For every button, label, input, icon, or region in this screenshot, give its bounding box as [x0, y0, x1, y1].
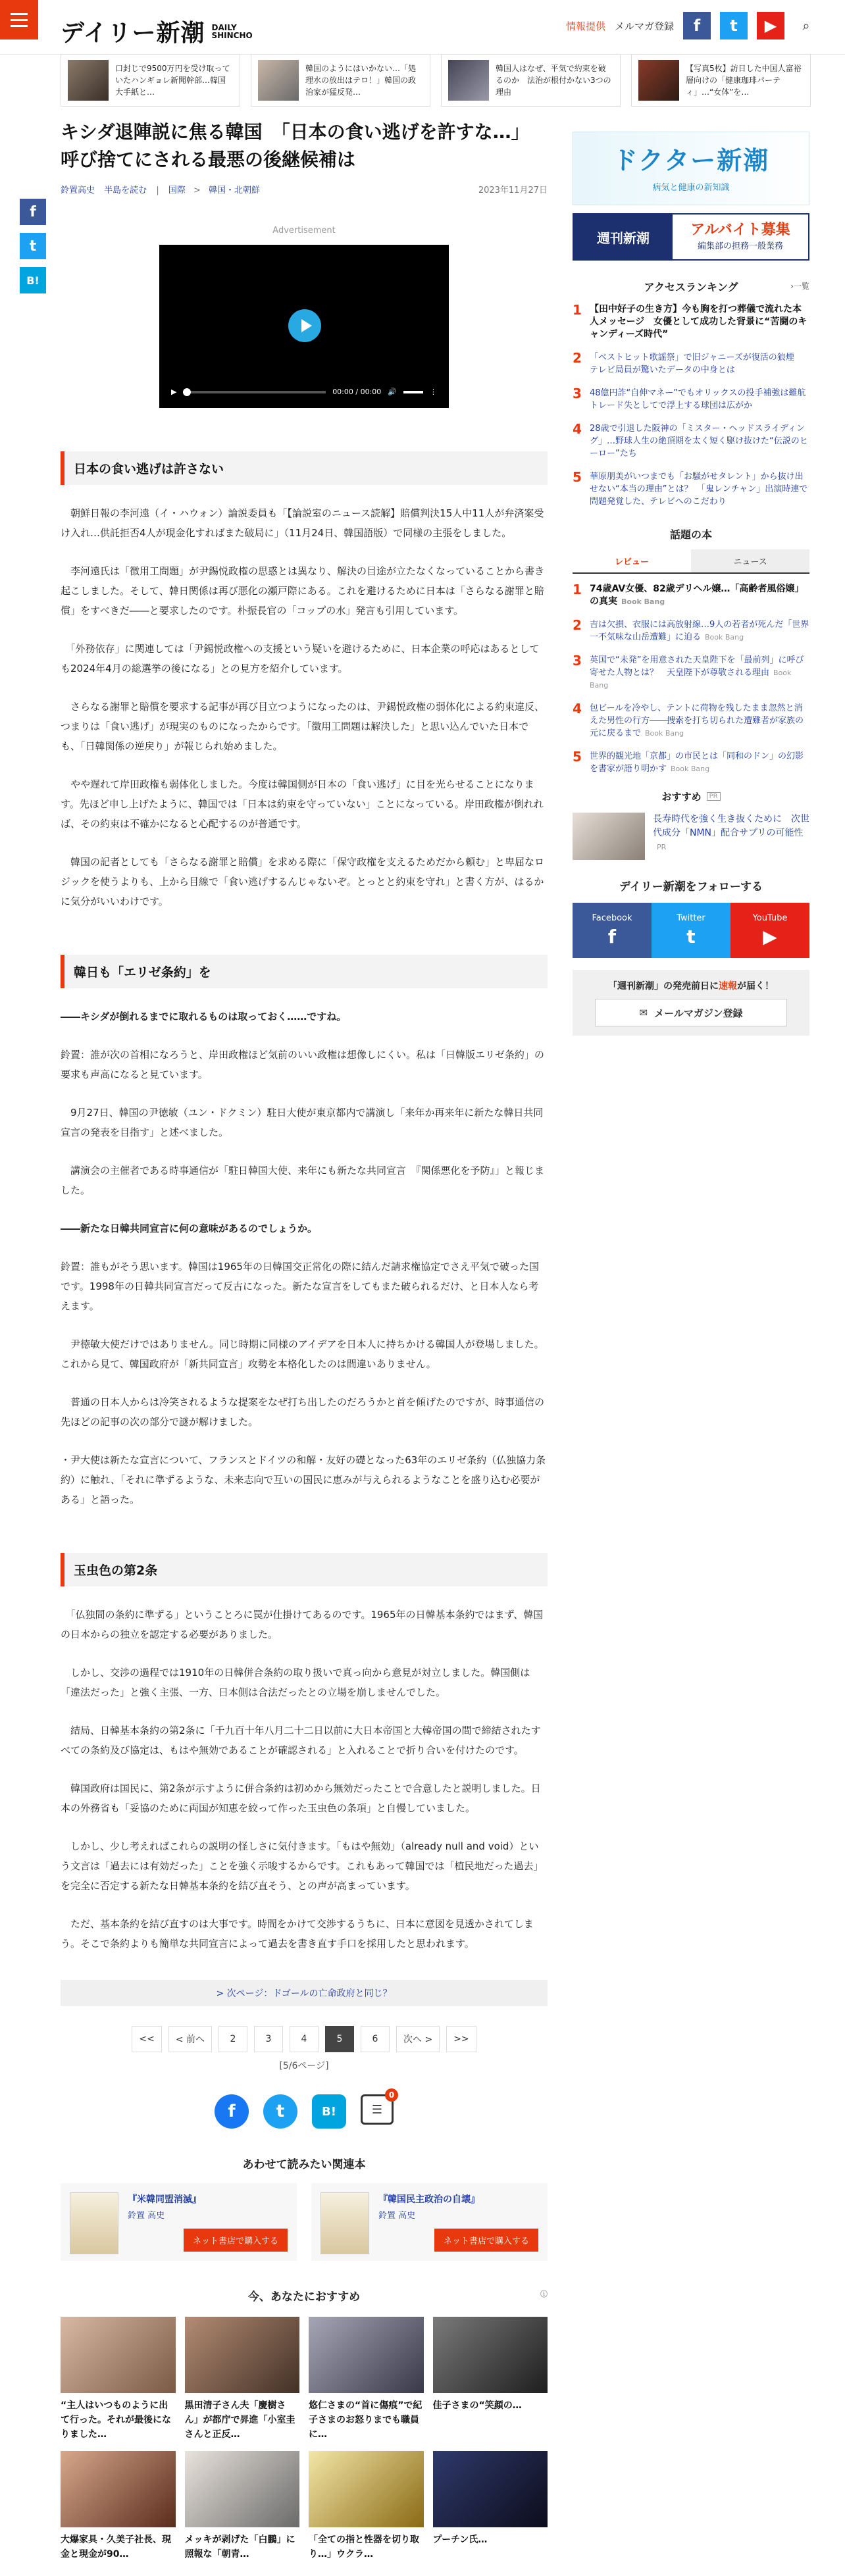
recommend-image	[61, 2451, 176, 2527]
paragraph: しかし、交渉の過程では1910年の日韓併合条約の取り扱いで真っ向から意見が対立しました。韓国側は「違法だった」と強く主張、一方、日本側は合法だったとの立場を崩しませんでした。	[61, 1667, 530, 1698]
tab-news[interactable]: ニュース	[691, 549, 809, 572]
article-title: キシダ退陣説に焦る韓国 「日本の食い逃げを許すな…」呼び捨てにされる最悪の後継候補は	[61, 121, 530, 170]
prev-page-button[interactable]: < 前へ	[168, 2026, 212, 2052]
article-meta	[61, 183, 548, 195]
mailmag-register-button[interactable]: ✉ メールマガジン登録	[595, 999, 787, 1026]
recommend-item[interactable]	[185, 2317, 300, 2442]
book-author[interactable]: 鈴置 高史	[378, 2211, 416, 2221]
youtube-icon[interactable]: ▶	[757, 12, 784, 39]
recommend-text: 佳子さまの“笑顔の…	[432, 2400, 522, 2411]
paragraph: ただ、基本条約を結び直すのは大事です。時間をかけて交渉するうちに、日本に意図を見透かされてしまう。そこで条約よりも簡単な共同宣言によって過去を書き直す手口を採用したと思われます。	[61, 1918, 534, 1950]
search-icon[interactable]: ⌕	[802, 18, 810, 34]
comment-count-badge: 0	[385, 2088, 398, 2102]
play-small-icon[interactable]: ▶	[171, 388, 177, 396]
book-author[interactable]: 鈴置 高史	[128, 2211, 165, 2221]
bottom-share-bar	[61, 2090, 548, 2129]
book-title[interactable]: 『米韓同盟消滅』	[128, 2194, 201, 2205]
quote-paragraph: ・尹大使は新たな宣言について、フランスとドイツの和解・友好の礎となった63年のエリゼ条約（仏独協力条約）に触れ、「それに準ずるような、未来志向で互いの国民に恵みが与えられるようなことを盛り込む必要がある」と語った。	[61, 1454, 546, 1505]
recommend-text: プーチン氏…	[432, 2535, 488, 2545]
video-player[interactable]	[159, 245, 449, 408]
promo-item[interactable]	[61, 54, 240, 107]
interview-question: ――新たな日韓共同宣言に何の意味があるのでしょうか。	[61, 1223, 318, 1234]
sidebar	[573, 132, 815, 1036]
recommend-image	[185, 2451, 300, 2527]
osusume-heading: おすすめ PR	[573, 790, 809, 803]
recommend-text: 大爆家具・久美子社長、現金と現金が90…	[61, 2535, 171, 2560]
section-body	[61, 1605, 548, 1954]
facebook-icon[interactable]: f	[683, 12, 711, 39]
twitter-share-icon[interactable]: t	[20, 233, 46, 259]
paragraph: 李河遠氏は「徴用工問題」が尹錫悦政権の思惑とは異なり、解決の目途が立たなくなっていることから書き起こしました。そして、韓日関係は再び悪化の瀬戸際にある。これを避けるために日本は「さらなる謝罪と賠償」をすべきだ――と要求したのです。朴振長官の「コップの水」発言も引用しています。	[61, 565, 545, 617]
tab-review[interactable]: レビュー	[573, 549, 691, 572]
buy-button[interactable]: ネット書店で購入する	[184, 2229, 288, 2252]
paragraph: やや遅れて岸田政権も弱体化しました。今度は韓国側が日本の「食い逃げ」に目を光らせることになります。先ほど申し上げたように、韓国では「日本は約束を守っていない」ことになっている。岸田政権が倒れれば、その約束は不確かになると心配するのが普通です。	[61, 778, 544, 830]
book-title[interactable]: 『韓国民主政治の自壊』	[378, 2194, 480, 2205]
author-link[interactable]: 鈴置高史	[61, 186, 95, 195]
promo-item[interactable]	[631, 54, 811, 107]
book-item[interactable]: 4 包ビールを冷やし、テントに荷物を残したまま忽然と消えた男性の行方――捜索を打ち切られた遭難者が家族の元に戻るまで Book Bang	[573, 701, 804, 738]
promo-thumbnail	[448, 60, 489, 101]
paragraph: 普通の日本人からは冷笑されるような提案をなぜ打ち出したのだろうかと首を傾げたのですが、時事通信の先ほどの記事の次の部分で謎が解けました。	[61, 1396, 545, 1428]
paragraph: 尹徳敏大使だけではありません。同じ時期に同様のアイデアを日本人に持ちかける韓国人が登場しました。これから見て、韓国政府が「新共同宣言」攻勢を本格化したのは間違いありません。	[61, 1338, 544, 1370]
ranking-more-link[interactable]: ›一覧	[790, 282, 809, 291]
logo-main: デイリー新潮	[61, 20, 205, 47]
next-page-button[interactable]: 次へ >	[396, 2026, 440, 2052]
promo-text: 韓国人はなぜ、平気で約束を破るのか 法治が根付かない3つの理由	[496, 64, 611, 97]
article-main	[61, 118, 548, 2576]
mail-icon: ✉	[639, 1007, 648, 1019]
pagination	[61, 2026, 548, 2052]
paragraph: 鈴置：誰が次の首相になろうと、岸田政権ほど気前のいい政権は想像しにくい。私は「日韓版エリゼ条約」の要求も声高になると見ています。	[61, 1049, 544, 1080]
osusume-image	[573, 813, 645, 860]
follow-heading: デイリー新潮をフォローする	[619, 880, 763, 894]
paragraph: 9月27日、韓国の尹徳敏（ユン・ドクミン）駐日大使が東京都内で講演し「来年か再来年に新たな韓日共同宣言の発表を目指す」と述べました。	[61, 1107, 544, 1138]
interview-question: ――キシダが倒れるまでに取れるものは取っておく……ですね。	[61, 1011, 347, 1023]
recommend-item[interactable]	[61, 2317, 176, 2442]
ranking-item[interactable]: 4 28歳で引退した阪神の「ミスター・ヘッドスライディング」…野球人生の絶頂期を太く短く駆け抜けた“伝説のヒーロー”たち	[573, 421, 808, 459]
youtube-icon: ▶	[763, 926, 777, 947]
buy-button[interactable]: ネット書店で購入する	[434, 2229, 538, 2252]
recommend-text: 黒田清子さん夫「慶樹さん」が都庁で昇進「小室圭さんと正反…	[184, 2400, 295, 2440]
recommend-item[interactable]	[309, 2451, 424, 2576]
book-item[interactable]: 1 74歳AV女優、82歳デリヘル嬢…「高齢者風俗嬢」の真実 Book Bang	[573, 582, 804, 607]
paragraph: しかし、少し考えればこれらの説明の怪しさに気付きます。「もはや無効」（already null and void）という文言は「過去には有効だった」ことを強く示唆するからです。これもあって韓国では「植民地だった過去」を完全に否定する新たな日韓基本条約を結び直そう、との声が高まっています。	[61, 1840, 544, 1892]
page-button[interactable]: 2	[218, 2026, 247, 2052]
video-controls	[171, 388, 437, 396]
twitter-share-icon[interactable]: t	[263, 2094, 297, 2129]
books-heading: 話題の本	[669, 528, 712, 541]
book-cover	[70, 2192, 118, 2254]
first-page-button[interactable]: <<	[132, 2026, 161, 2052]
section-body	[61, 1007, 548, 1509]
twitter-icon: t	[686, 926, 696, 947]
mailmag-box	[573, 970, 809, 1036]
video-time: 00:00 / 00:00	[332, 388, 382, 396]
related-book-card[interactable]	[311, 2183, 548, 2261]
paragraph: 朝鮮日報の李河遠（イ・ハウォン）論説委員も「【論説室のニュース読解】賠償判決15人中11人が弁済案受け入れ…供託拒否4人が現金化すればまた破局に」（11月24日、韓国語版）で同様の主張をしました。	[61, 507, 544, 539]
paragraph: 「仏独間の条約に準ずる」ということろに罠が仕掛けてあるのです。1965年の日韓基本条約ではまず、韓国の日本からの独立を認定する必要がありました。	[61, 1609, 544, 1640]
promo-text: 韓国のようにはいかない…「処理水の放出はテロ！」韓国の政治家が猛反発…	[305, 64, 417, 97]
author-series-link[interactable]: 半島を読む	[104, 186, 147, 195]
facebook-share-icon[interactable]: f	[215, 2094, 249, 2129]
recommend-image	[61, 2317, 176, 2393]
ranking-item[interactable]: 3 48億円詐“自伸マネー”でもオリックスの投手補強は難航 トレード失としてで浮上する球団は広がか	[573, 386, 815, 411]
site-logo[interactable]	[61, 14, 253, 48]
current-page: 5	[325, 2026, 354, 2052]
promo-text: 口封じで9500万円を受け取っていたハンギョレ新聞幹部…韓国大手紙と…	[115, 64, 230, 97]
next-page-link[interactable]: > 次ページ：ドゴールの亡命政府と同じ？	[61, 1980, 548, 2006]
recommend-image	[433, 2317, 548, 2393]
paragraph: 結局、日韓基本条約の第2条に「千九百十年八月二十二日以前に大日本帝国と大韓帝国の間で締結されたすべての条約及び協定は、もはや無効であることが確認される」と入れることで折り合いを付けたのです。	[61, 1725, 541, 1756]
related-books	[61, 2183, 548, 2261]
ranking-item[interactable]: 2 「ベストヒット歌謡祭」で旧ジャニーズが復活の狼煙 テレビ局員が驚いたデータの中身とは	[573, 350, 803, 375]
osusume-category: PR	[657, 843, 667, 851]
paragraph: さらなる謝罪と賠償を要求する記事が再び目立つようになったのは、尹錫悦政権の弱体化による約束違反、つまりは「食い逃げ」が現実のものになったからです。「徴用工問題は解決した」と思い込んでいた日本でも、「日韓関係の逆戻り」が報じられ始めました。	[61, 701, 545, 752]
recommend-grid	[61, 2317, 548, 2576]
recommend-image	[309, 2451, 424, 2527]
promo-item[interactable]	[251, 54, 430, 107]
recommend-item[interactable]	[61, 2451, 176, 2576]
side-share-bar	[20, 199, 46, 293]
page-count: [5/6ページ]	[279, 2061, 329, 2071]
volume-slider[interactable]	[403, 391, 423, 393]
menu-button[interactable]	[0, 0, 38, 39]
book-cover	[320, 2192, 369, 2254]
subcategory-link[interactable]: 韓国・北朝鮮	[209, 186, 261, 195]
book-item[interactable]: 2 吉は欠損、衣服には高放射線…9人の若者が死んだ「世界一不気味な山岳遭難」に迫る Book Bang	[573, 617, 809, 642]
recommend-heading: 今、あなたにおすすめ ⓘ	[247, 2290, 548, 2304]
video-progress-bar[interactable]	[183, 391, 326, 393]
section-body	[61, 503, 548, 911]
promo-text: 【写真5枚】訪日した中国人富裕層向けの「健康珈琲パーティ」…“女体”を…	[686, 64, 802, 97]
volume-icon[interactable]: 🔊	[388, 388, 397, 396]
hatena-bookmark-icon[interactable]: B!	[20, 267, 46, 293]
doctor-shincho-banner[interactable]: ドクター新潮 病気と健康の新知識	[573, 132, 809, 205]
promo-thumbnail	[68, 60, 109, 101]
osusume-text: 長寿時代を強く生き抜くために 次世代成分「NMN」配合サプリの可能性	[653, 814, 809, 838]
paragraph: 韓国の記者としても「さらなる謝罪と賠償」を求める際に「保守政権を支えるためだから頼む」と卑屈なロジックを使うよりも、上から目線で「食い逃げするんじゃないぞ。とっとと約束を守れ」と書く方が、はるかに気分がいいわけです。	[61, 856, 545, 907]
books-list	[573, 583, 809, 775]
mailmag-link[interactable]: メルマガ登録	[614, 20, 674, 32]
category-link[interactable]: 国際	[168, 186, 186, 195]
ranking-item[interactable]: 5 華原朋美がいつまでも「お騒がせタレント」から抜け出せない“本当の理由”とは？ 「鬼レンチャン」出演時連で問題発覚した、テレビへのこだわり	[573, 469, 808, 507]
recommend-text: 悠仁さまの“首に傷痕”で紀子さまのお怒りまでも職員に…	[309, 2400, 423, 2440]
paragraph: 韓国政府は国民に、第2条が示すように併合条約は初めから無効だったことで合意したと説明しました。日本の外務省も「妥協のために両国が知恵を絞って作った玉虫色の条項」と自慢していました。	[61, 1782, 541, 1814]
recommend-image	[433, 2451, 548, 2527]
related-book-card[interactable]	[61, 2183, 297, 2261]
follow-youtube-button[interactable]: YouTube ▶	[730, 903, 809, 958]
article-byline: 鈴置高史 半島を読む | 国際 > 韓国・北朝鮮	[61, 186, 261, 195]
page-button[interactable]: 6	[361, 2026, 390, 2052]
ranking-list	[573, 302, 815, 508]
mailmag-text: 「週刊新潮」の発売前日に速報が届く！	[608, 981, 774, 992]
recruit-banner[interactable]: 週刊新潮 アルバイト募集 編集部の担務一般業務	[573, 213, 809, 261]
section-heading: 日本の食い逃げは許さない	[61, 451, 548, 485]
article-date: 2023年11月27日	[478, 186, 548, 195]
pr-badge: PR	[707, 792, 721, 801]
section-heading: 韓日も「エリゼ条約」を	[61, 955, 548, 988]
site-header	[0, 0, 845, 55]
ranking-item[interactable]: 1 【田中好子の生き方】今も胸を打つ葬儀で流れた本人メッセージ 女優として成功した背景に“苦闘のキャンディーズ時代”	[573, 302, 807, 340]
books-tabs	[573, 549, 809, 574]
book-item[interactable]: 3 英国で“未発”を用意された天皇陛下を「最前列」に呼び寄せた人物とは？ 天皇陛下が尊敬される理由 Book Bang	[573, 653, 804, 690]
facebook-icon: f	[607, 926, 617, 947]
header-links	[566, 12, 819, 39]
recommend-text: “主人はいつものように出て行った。それが最後になりました…	[61, 2400, 171, 2440]
recommend-item[interactable]	[185, 2451, 300, 2576]
promo-item[interactable]	[441, 54, 621, 107]
recommend-item[interactable]	[309, 2317, 424, 2442]
promo-thumbnail	[258, 60, 299, 101]
recommend-image	[185, 2317, 300, 2393]
recommend-item[interactable]	[433, 2317, 548, 2442]
hatena-bookmark-icon[interactable]: B!	[312, 2094, 346, 2129]
info-link[interactable]: 情報提供	[565, 20, 605, 32]
paragraph: 「外務依存」に関連しては「尹錫悦政権への支援という疑いを避けるために、日本企業の呼応はあるとしても2024年4月の総選挙の後になる」との見方を紹介しています。	[61, 643, 540, 674]
promo-thumbnail	[638, 60, 679, 101]
book-item[interactable]: 5 世界的観光地「京都」の市民とは「同和のドン」の幻影を書家が語り明かす Book Bang	[573, 749, 804, 774]
ad-choices-icon[interactable]: ⓘ	[540, 2290, 548, 2298]
promo-strip	[61, 54, 811, 107]
section-heading: 玉虫色の第2条	[61, 1553, 548, 1586]
ad-label: Advertisement	[272, 226, 336, 236]
paragraph: 鈴置：誰もがそう思います。韓国は1965年の日韓国交正常化の際に結んだ請求権協定でさえ平気で破った国です。1998年の日韓共同宣言だって反古になった。新たな宣言をしてもまた破られるだけ、と日本人なら考えます。	[61, 1261, 539, 1312]
recommend-image	[309, 2317, 424, 2393]
recommend-text: メッキが剥げた「白鵬」に照報な「朝青…	[184, 2535, 295, 2560]
twitter-icon[interactable]: t	[720, 12, 748, 39]
facebook-share-icon[interactable]: f	[20, 199, 46, 225]
comment-icon[interactable]: ☰ 0	[361, 2094, 394, 2125]
last-page-button[interactable]: >>	[446, 2026, 476, 2052]
follow-buttons	[573, 903, 809, 958]
page-button[interactable]: 3	[254, 2026, 283, 2052]
logo-sub: DAILY SHINCHO	[211, 22, 253, 40]
ranking-heading: アクセスランキング ›一覧	[644, 281, 809, 293]
more-options-icon[interactable]: ⋮	[430, 388, 437, 396]
follow-twitter-button[interactable]: Twitter t	[652, 903, 730, 958]
osusume-item[interactable]	[573, 813, 809, 860]
play-icon[interactable]	[288, 309, 321, 342]
page-button[interactable]: 4	[290, 2026, 319, 2052]
paragraph: 講演会の主催者である時事通信が「駐日韓国大使、来年にも新たな共同宣言 『関係悪化を予防』」と報じました。	[61, 1165, 545, 1196]
related-books-heading: あわせて読みたい関連本	[242, 2158, 366, 2171]
recommend-text: 「全ての指と性器を切り取り…」ウクラ…	[309, 2535, 419, 2560]
follow-facebook-button[interactable]: Facebook f	[573, 903, 652, 958]
recommend-item[interactable]	[433, 2451, 548, 2576]
